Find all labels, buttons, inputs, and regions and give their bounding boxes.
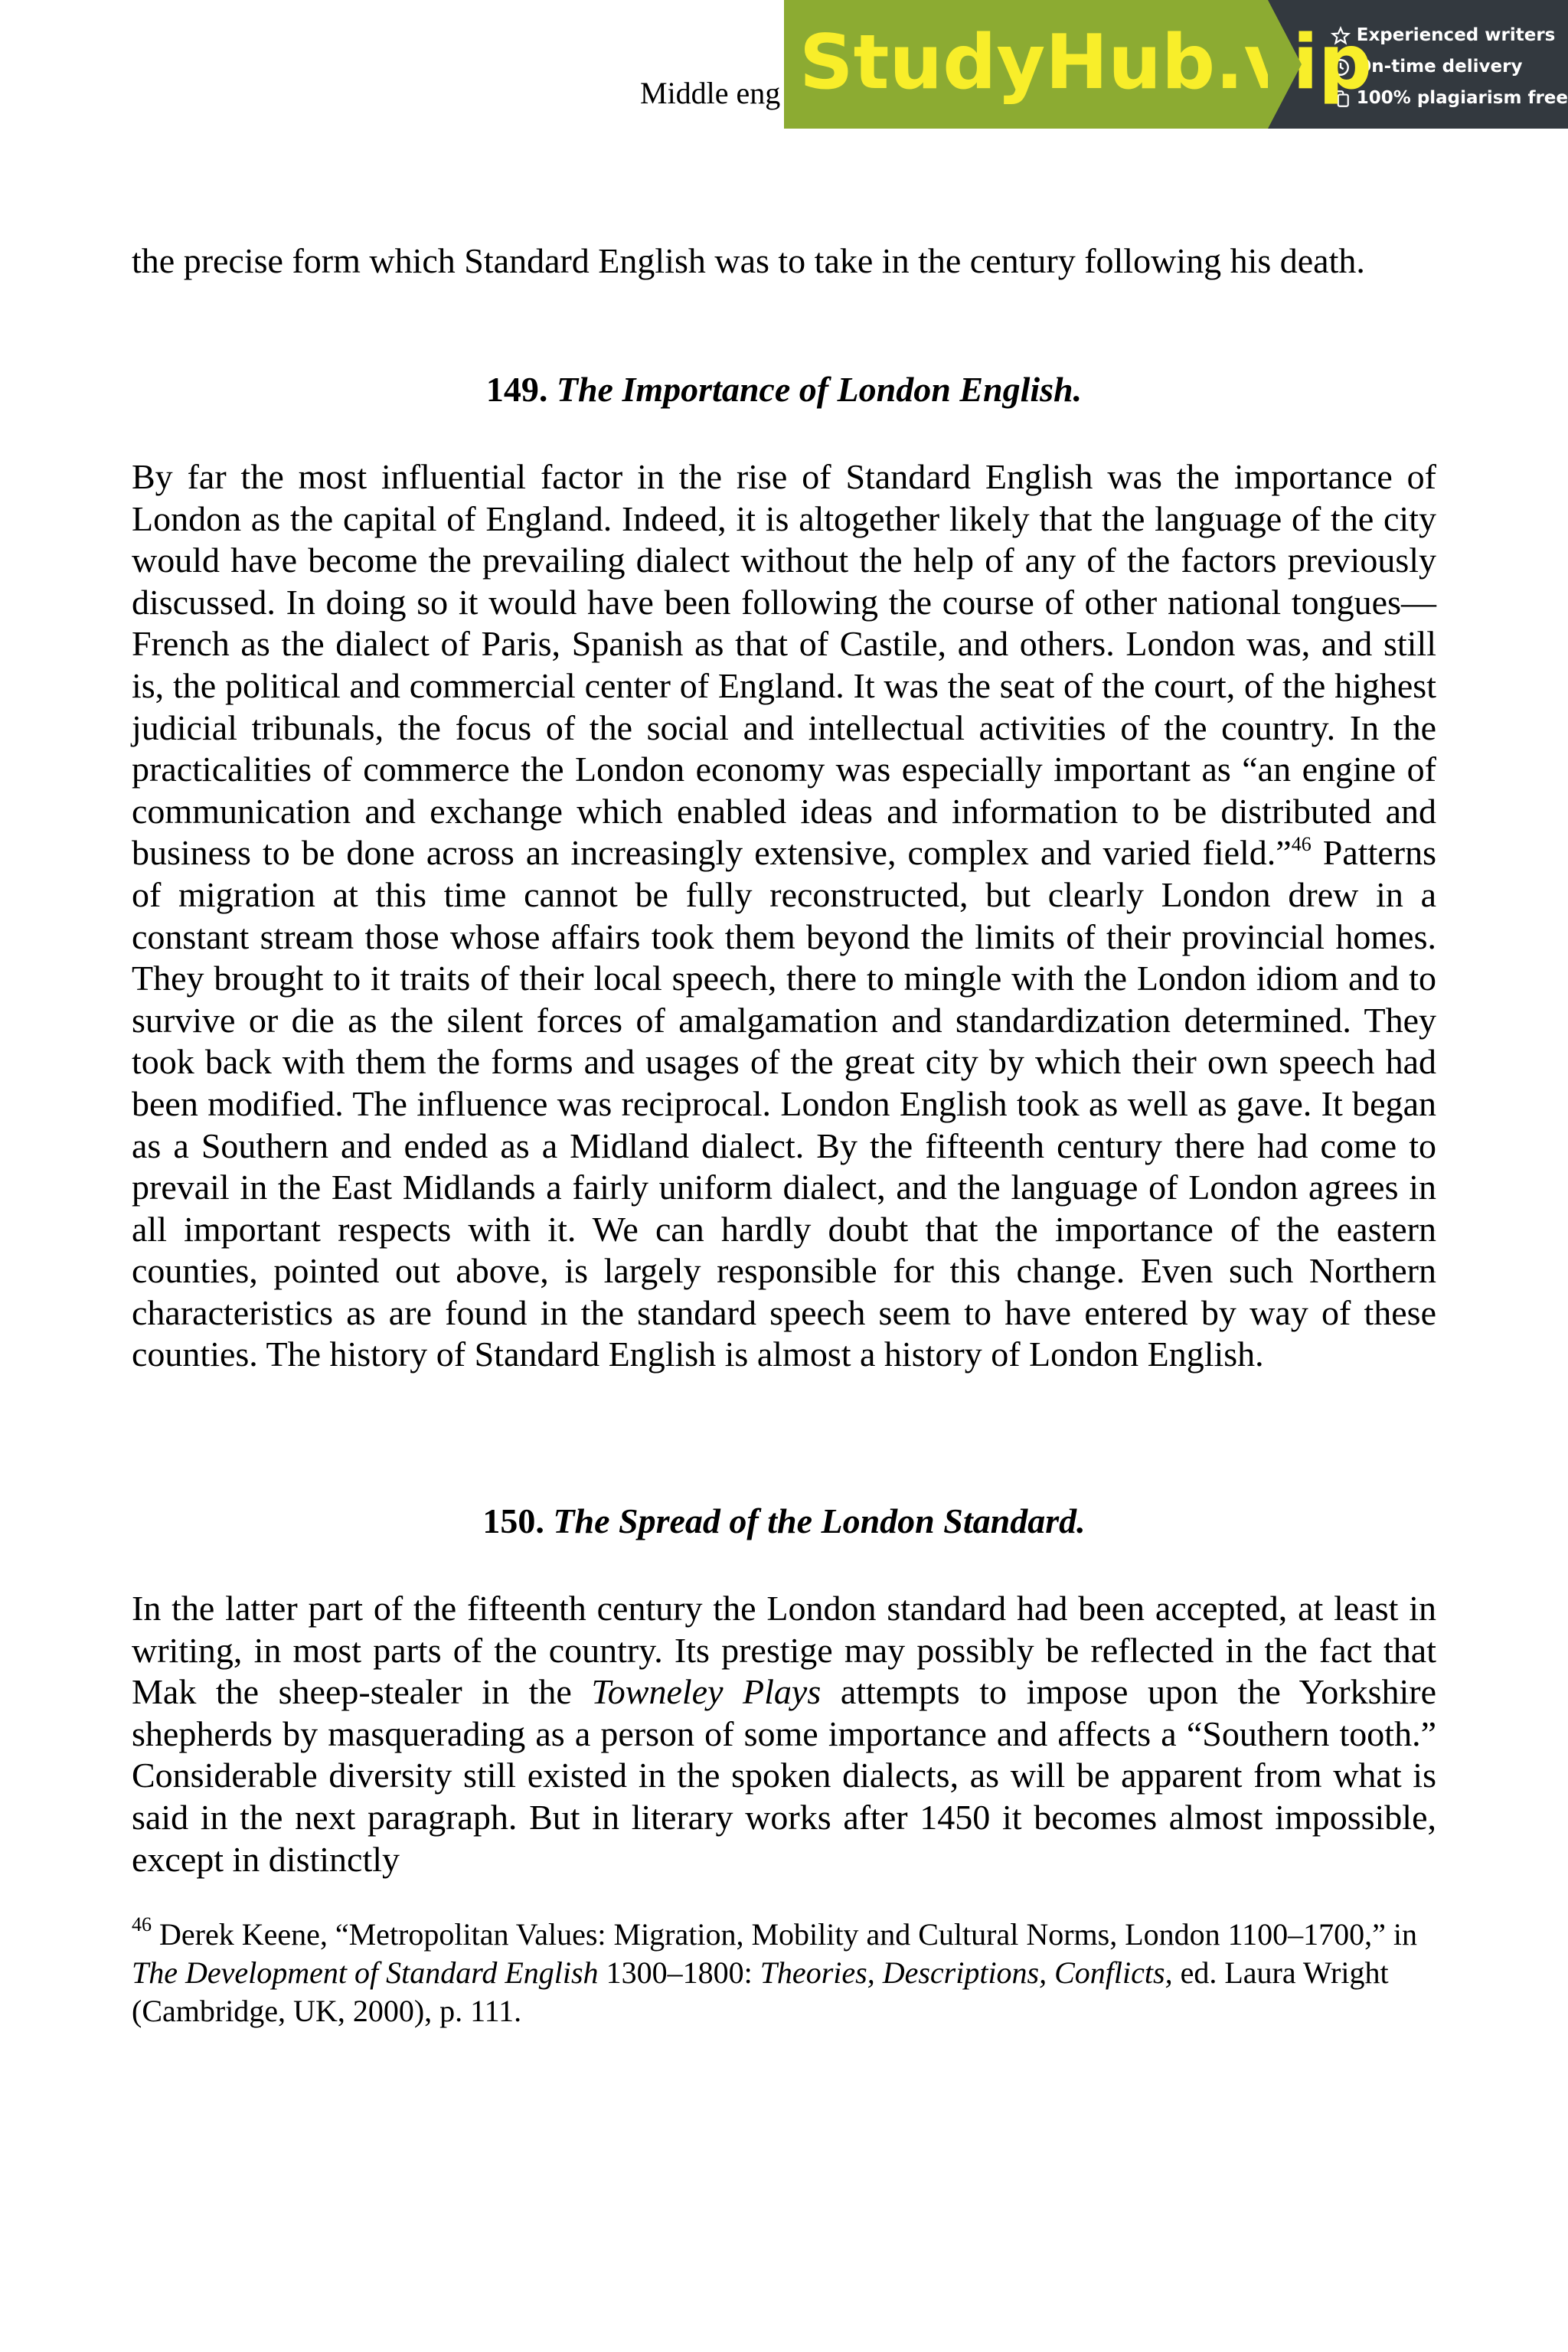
body-paragraph bbox=[132, 1588, 1436, 1880]
footnote-text: Derek Keene, “Metropolitan Values: Migration, Mobility and Cultural Norms, London 1100–1700,” in bbox=[152, 1917, 1418, 1952]
footnote-text: ed. Laura Wright (Cambridge, UK, 2000), p. 111. bbox=[132, 1955, 1389, 2028]
paragraph-text: Patterns of migration at this time cannot be fully reconstructed, but clearly London drew in a constant stream those whose affairs took them beyond the limits of their provincial homes. They brought to it traits of their local speech, there to mingle with the London idiom and to survive or die as the silent forces of amalgamation and standardization determined. They took back with them the forms and usages of the great city by which their own speech had been modified. The influence was reciprocal. London English took as well as gave. It began as a Southern and ended as a Midland dialect. By the fifteenth century there had come to prevail in the East Midlands a fairly uniform dialect, and the language of London agrees in all important respects with it. We can hardly doubt that the importance of the eastern counties, pointed out above, is largely responsible for this change. Even such Northern characteristics as are found in the standard speech seem to have entered by way of these counties. The history of Standard English is almost a history of London English. bbox=[132, 833, 1436, 1374]
footnote-text: 1300–1800: bbox=[598, 1955, 760, 1990]
section-heading bbox=[0, 1501, 1568, 1542]
logo-text: StudyHub.vip bbox=[799, 19, 1373, 106]
section-title: The Importance of London English. bbox=[556, 370, 1083, 409]
book-subtitle: Theories, Descriptions, Conflicts, bbox=[760, 1955, 1173, 1990]
book-title: The Development of Standard English bbox=[132, 1955, 599, 1990]
body-paragraph bbox=[132, 456, 1436, 1376]
running-head: Middle eng bbox=[640, 76, 781, 110]
feature-label: Experienced writers bbox=[1356, 25, 1556, 45]
work-title: Towneley Plays bbox=[591, 1672, 822, 1712]
paragraph-text: By far the most influential factor in the rise of Standard English was the importance of London as the capital of England. Indeed, it is altogether likely that the language of the city would have become the prevailing dialect without the help of any of the factors previously discussed. In doing so it would have been following the course of other national tongues—French as the dialect of Paris, Spanish as that of Castile, and others. London was, and still is, the political and commercial center of England. It was the seat of the court, of the highest judicial tribunals, the focus of the social and intellectual activities of the country. In the practicalities of commerce the London economy was especially important as “an engine of communication and exchange which enabled ideas and information to be distributed and business to be done across an increasingly extensive, complex and varied field.” bbox=[132, 457, 1436, 873]
studyhub-logo[interactable] bbox=[784, 0, 1373, 129]
feature-label: On-time delivery bbox=[1356, 57, 1523, 77]
continued-paragraph: the precise form which Standard English was to take in the century following his death. bbox=[132, 241, 1365, 280]
footnote-number: 46 bbox=[132, 1913, 152, 1936]
section-title: The Spread of the London Standard. bbox=[553, 1501, 1086, 1540]
paragraph-text: attempts to impose upon the Yorkshire shepherds by masquerading as a person of some importance and affects a “Southern tooth.” Considerable diversity still existed in the spoken dialects, as will be apparent from what is said in the next paragraph. But in literary works after 1450 it becomes almost impossible, except in distinctly bbox=[132, 1672, 1436, 1879]
footnote-reference[interactable]: 46 bbox=[1291, 833, 1312, 856]
section-heading bbox=[0, 369, 1568, 410]
section-number: 149. bbox=[485, 370, 548, 409]
studyhub-ad-banner[interactable] bbox=[784, 0, 1568, 129]
footnote bbox=[132, 1913, 1436, 2030]
feature-label: 100% plagiarism free bbox=[1356, 88, 1568, 108]
paragraph-text: In the latter part of the fifteenth century the London standard had been accepted, at least in writing, in most parts of the country. Its prestige may possibly be reflected in the fact that Mak the sheep-stealer in the bbox=[132, 1589, 1436, 1712]
section-number: 150. bbox=[482, 1501, 544, 1540]
